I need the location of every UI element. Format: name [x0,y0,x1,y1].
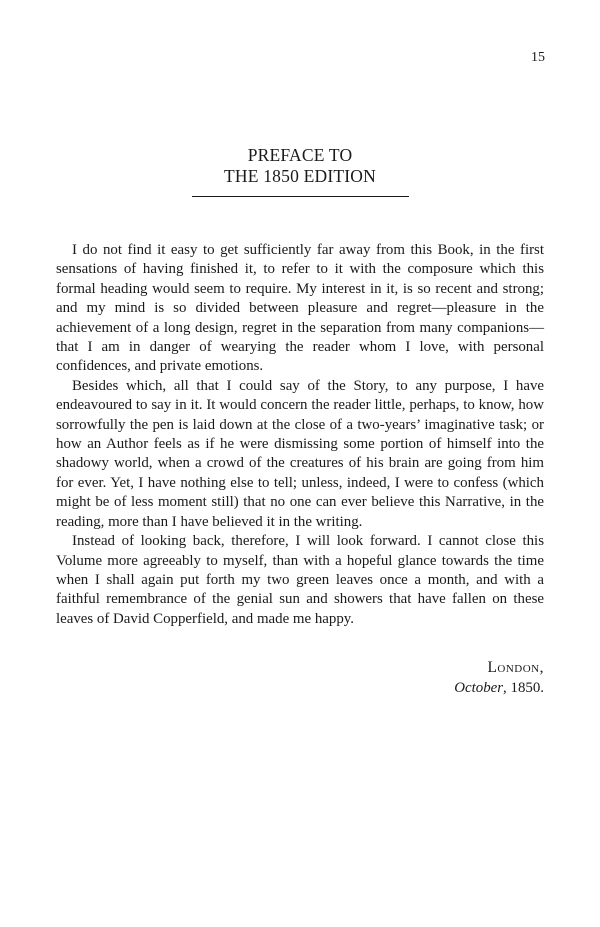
signature-block [454,657,544,699]
signature-date [454,678,544,699]
title-line-1: PREFACE TO [247,145,353,165]
signature-year: , 1850. [503,680,544,696]
preface-body [56,241,544,629]
signature-month: October [454,680,504,696]
title-line-2: THE 1850 EDITION [224,166,376,186]
paragraph-2: Besides which, all that I could say of the Story, to any purpose, I have endeavoured to say in it. It would concern the reader little, perhaps, to know, how sorrowfully the pen is laid down at the close of a two-years’ imaginative task; or how an Author feels as if he were dismissing some portion of himself into the shadowy world, when a crowd of the creatures of his brain are going from him for ever. Yet, I have nothing else to tell; unless, indeed, I were to confess (which might be of less moment still) that no one can ever believe this Narrative, in the reading, more than I have believed it in the writing. [56,377,544,530]
paragraph-3: Instead of looking back, therefore, I will look forward. I cannot close this Volume more agreeably to myself, than with a hopeful glance towards the time when I shall again put forth my two green leaves once a month, and with a faithful remembrance of the genial sun and showers that have fallen on these leaves of David Copperfield, and made me happy. [56,533,544,627]
chapter-title [0,145,600,197]
signature-city: London, [487,659,544,676]
title-underline [192,196,409,197]
page-number: 15 [531,50,545,65]
paragraph-1: I do not find it easy to get sufficiently far away from this Book, in the first sensations of having finished it, to refer to it with the composure which this formal heading would seem to require. My interest in it, is so recent and strong; and my mind is so divided between pleasure and regret—pleasure in the achievement of a long design, regret in the separation from many companions—that I am in danger of wearying the reader whom I love, with personal confidences, and private emotions. [56,242,544,375]
